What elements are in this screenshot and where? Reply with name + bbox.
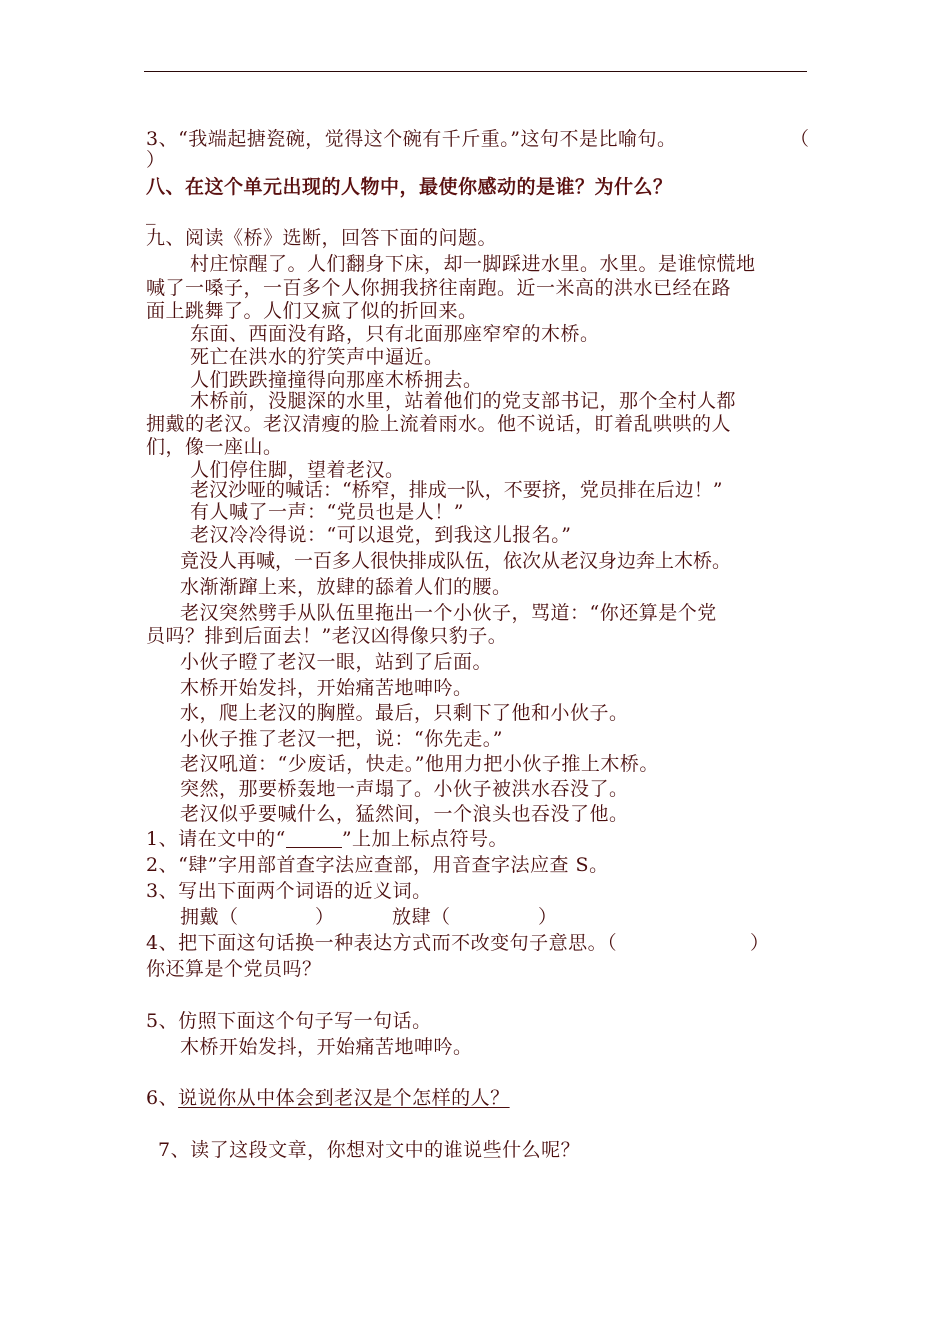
question-5: 5、仿照下面这个句子写一句话。 xyxy=(146,1010,432,1032)
passage-line: 老汉似乎要喊什么，猛然间，一个浪头也吞没了他。 xyxy=(180,803,629,825)
question-6 xyxy=(146,1086,510,1110)
synonym-word-2: 放肆（ xyxy=(392,906,451,928)
question-6-text: 说说你从中体会到老汉是个怎样的人？ xyxy=(178,1087,510,1109)
passage-line: 突然，那要桥轰地一声塌了。小伙子被洪水吞没了。 xyxy=(180,778,629,800)
passage-line: 老汉冷冷得说：“可以退党，到我这儿报名。” xyxy=(190,524,572,546)
section-8-answer-blank: _ xyxy=(146,203,156,225)
passage-line: 老汉吼道：“少废话，快走。”他用力把小伙子推上木桥。 xyxy=(180,753,659,775)
true-false-question-3: 3、“我端起搪瓷碗，觉得这个碗有千斤重。”这句不是比喻句。 xyxy=(146,128,677,150)
passage-line: 们，像一座山。 xyxy=(146,436,283,458)
passage-line: 人们停住脚，望着老汉。 xyxy=(190,459,405,481)
header-rule xyxy=(144,71,807,72)
section-8-heading: 八、在这个单元出现的人物中，最使你感动的是谁？为什么？ xyxy=(146,176,673,198)
passage-line: 木桥开始发抖，开始痛苦地呻吟。 xyxy=(180,677,473,699)
passage-line: 竟没人再喊，一百多人很快排成队伍，依次从老汉身边奔上木桥。 xyxy=(180,550,732,572)
passage-line: 拥戴的老汉。老汉清瘦的脸上流着雨水。他不说话，盯着乱哄哄的人 xyxy=(146,413,732,435)
passage-line: 木桥前，没腿深的水里，站着他们的党支部书记，那个全村人都 xyxy=(190,390,737,412)
punctuation-blank[interactable] xyxy=(286,829,342,848)
question-6-number: 6、 xyxy=(146,1087,179,1109)
question-5-sentence: 木桥开始发抖，开始痛苦地呻吟。 xyxy=(180,1036,473,1058)
passage-line: 小伙子瞪了老汉一眼，站到了后面。 xyxy=(180,651,493,673)
passage-line: 小伙子推了老汉一把，说：“你先走。” xyxy=(180,728,503,750)
question-4-paren-close: ） xyxy=(750,932,770,954)
passage-line: 员吗？排到后面去！”老汉凶得像只豹子。 xyxy=(146,625,508,647)
question-4: 4、把下面这句话换一种表达方式而不改变句子意思。（ xyxy=(146,932,618,954)
section-9-heading: 九、阅读《桥》选断，回答下面的问题。 xyxy=(146,227,498,249)
answer-paren-open: （ xyxy=(790,128,810,150)
question-2: 2、“肆”字用部首查字法应查部，用音查字法应查 S。 xyxy=(146,854,609,876)
passage-line: 东面、西面没有路，只有北面那座窄窄的木桥。 xyxy=(190,323,600,345)
question-1-prefix: 1、请在文中的“ xyxy=(146,828,286,850)
passage-line: 村庄惊醒了。人们翻身下床，却一脚踩进水里。水里。是谁惊慌地 xyxy=(190,253,756,275)
synonym-word-1-close: ） xyxy=(315,906,335,928)
passage-line: 老汉突然劈手从队伍里拖出一个小伙子，骂道：“你还算是个党 xyxy=(180,602,717,624)
passage-line: 喊了一嗓子，一百多个人你拥我挤往南跑。近一米高的洪水已经在路 xyxy=(146,277,732,299)
question-1-suffix: ”上加上标点符号。 xyxy=(341,828,509,850)
synonym-word-1: 拥戴（ xyxy=(180,906,239,928)
passage-line: 死亡在洪水的狞笑声中逼近。 xyxy=(190,346,444,368)
passage-line: 面上跳舞了。人们又疯了似的折回来。 xyxy=(146,300,478,322)
question-4-sentence: 你还算是个党员吗？ xyxy=(146,958,322,980)
synonym-word-2-close: ） xyxy=(538,906,558,928)
question-3: 3、写出下面两个词语的近义词。 xyxy=(146,880,432,902)
passage-line: 人们跌跌撞撞得向那座木桥拥去。 xyxy=(190,369,483,391)
passage-line: 有人喊了一声：“党员也是人！” xyxy=(190,501,464,523)
question-7: 7、读了这段文章，你想对文中的谁说些什么呢？ xyxy=(158,1139,581,1161)
passage-line: 老汉沙哑的喊话：“桥窄，排成一队，不要挤，党员排在后边！” xyxy=(190,479,723,501)
passage-line: 水，爬上老汉的胸膛。最后，只剩下了他和小伙子。 xyxy=(180,702,629,724)
question-1 xyxy=(146,827,508,851)
answer-paren-close: ） xyxy=(146,149,166,171)
passage-line: 水渐渐蹿上来，放肆的舔着人们的腰。 xyxy=(180,576,512,598)
